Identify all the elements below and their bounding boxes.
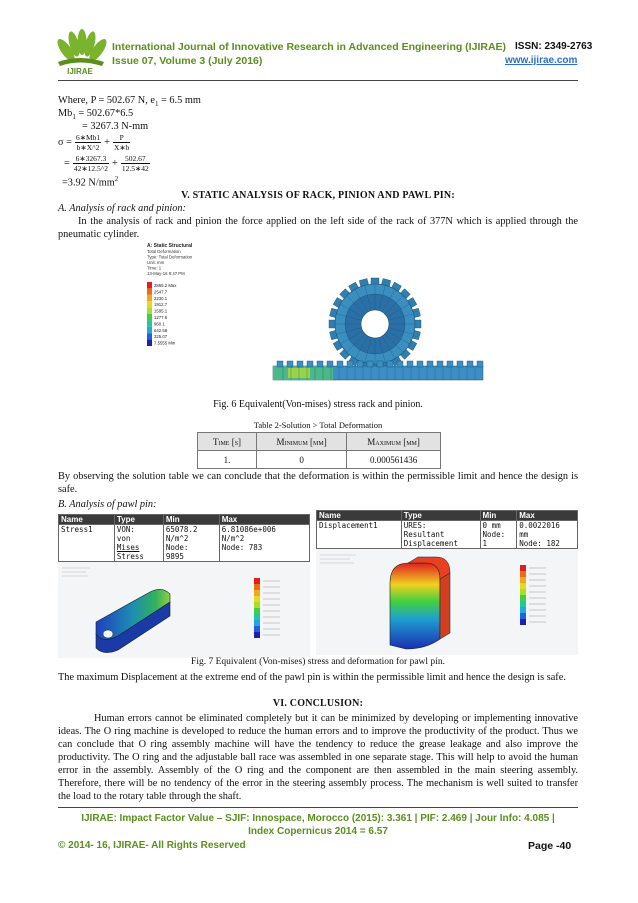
where-sub: 1 [154, 100, 159, 109]
legend-value: 2865.2 Max [154, 283, 177, 288]
page-number: Page -40 [528, 840, 572, 852]
legend-value: 1595.1 [154, 308, 168, 314]
disp-head-min: Min [480, 511, 517, 521]
stress-head-min: Min [163, 515, 219, 525]
equation-mb-result: = 3267.3 N-mm [82, 121, 149, 132]
table-2-header-min: Minimum [mm] [257, 433, 347, 451]
stress-type-2: von [116, 534, 131, 543]
scale-swatch [254, 596, 260, 602]
equation-sigma [58, 131, 130, 153]
stress-min-4: 9895 [165, 552, 184, 561]
journal-url-link[interactable]: www.ijirae.com [505, 55, 578, 66]
disp-max-2: mm [519, 530, 529, 539]
table-row [198, 451, 441, 469]
legend-swatch [147, 340, 152, 346]
disp-min-3: 1 [482, 539, 488, 548]
scale-swatch [254, 608, 260, 614]
equation-result [62, 173, 118, 189]
legend-line: Unit: mm [147, 260, 165, 265]
fraction-3 [73, 154, 109, 173]
legend-swatch [147, 327, 152, 333]
legend-line: Type: Total Deformation [147, 254, 193, 260]
table-row [317, 521, 578, 549]
stress-min [163, 525, 219, 562]
rack-tooth [427, 361, 433, 367]
stress-max-3: Node: 783 [221, 543, 263, 552]
disp-type [401, 521, 480, 549]
legend-value: 642.59 [154, 327, 168, 333]
fraction-2-num: P [113, 133, 130, 143]
scale-swatch [254, 590, 260, 596]
stress-name: Stress1 [59, 525, 115, 562]
rack-tooth [477, 361, 483, 367]
disp-max-1: 0.0022016 [519, 521, 560, 530]
mb-tail: = 502.67*6.5 [75, 108, 134, 119]
disp-min [480, 521, 517, 549]
fraction-2 [113, 133, 130, 152]
scale-swatch [520, 571, 526, 577]
footer-index: Index Copernicus 2014 = 6.57 [248, 826, 388, 837]
disp-head-type: Type [401, 511, 480, 521]
equation-substitute [64, 152, 150, 174]
stress-min-3: Node: [165, 543, 189, 552]
journal-title: International Journal of Innovative Research in Advanced Engineering (IJIRAE) [112, 41, 507, 53]
stress-plot-image [58, 562, 310, 658]
disp-min-1: 0 mm [482, 521, 501, 530]
table-2-cell-max: 0.000561436 [347, 451, 441, 469]
stress-type [114, 525, 163, 562]
rack-tooth [327, 361, 333, 367]
stress-max [219, 525, 309, 562]
stress-max-2: N/m^2 [221, 534, 245, 543]
paragraph-table-conclusion: By observing the solution table we can conclude that the deformation is within the permissible limit and hence the design is safe. [58, 471, 578, 495]
result-sup: 2 [114, 175, 119, 183]
legend-title: A: Static Structural [147, 243, 193, 249]
legend-value: 7.5555 Min [154, 340, 176, 346]
legend-swatch [147, 301, 152, 307]
result-text: =3.92 N/mm [62, 177, 115, 189]
scale-swatch [520, 589, 526, 595]
legend-line: Total Deformation [147, 249, 181, 254]
paragraph-rack-pinion: In the analysis of rack and pinion the force applied on the left side of the rack of 377N which is applied through the pneumatic cylinder. [58, 216, 578, 240]
scale-swatch [520, 619, 526, 625]
rack-tooth [467, 361, 473, 367]
plus-2: + [112, 157, 118, 169]
table-2-cell-time: 1. [198, 451, 257, 469]
mb-sub: 1 [72, 113, 76, 122]
pinion-gear [329, 278, 421, 370]
legend-swatch [147, 295, 152, 301]
legend-swatch [147, 314, 152, 320]
legend-value: 1277.6 [154, 315, 168, 320]
table-2-header-row [198, 433, 441, 451]
table-row [59, 525, 310, 562]
stress-type-3: Mises [116, 543, 140, 552]
scale-swatch [254, 602, 260, 608]
figure-6-image [143, 240, 493, 388]
subsection-a-heading: A. Analysis of rack and pinion: [58, 203, 186, 214]
fea-legend [147, 243, 193, 346]
scale-swatch [520, 607, 526, 613]
table-2-cell-min: 0 [257, 451, 347, 469]
scale-swatch [520, 577, 526, 583]
scale-swatch [254, 626, 260, 632]
rack-tooth [317, 361, 323, 367]
logo-text: IJIRAE [67, 67, 93, 76]
scale-swatch [254, 578, 260, 584]
stress-type-1: VON: [116, 525, 135, 534]
rack-tooth [297, 361, 303, 367]
table-2 [197, 432, 441, 469]
rack-tooth [437, 361, 443, 367]
figure-7-caption: Fig. 7 Equivalent (Von-mises) stress and deformation for pawl pin. [191, 657, 445, 667]
rack-tooth [417, 361, 423, 367]
subsection-b-heading: B. Analysis of pawl pin: [58, 499, 157, 510]
fraction-2-den: X∗b [113, 142, 130, 152]
rack-tooth [287, 361, 293, 367]
section-5-heading: V. STATIC ANALYSIS OF RACK, PINION AND PAWL PIN: [181, 190, 455, 201]
legend-value: 2230.1 [154, 295, 168, 301]
where-text: Where, P = 502.67 N, e [58, 95, 155, 106]
legend-swatch [147, 333, 152, 339]
journal-issue: Issue 07, Volume 3 (July 2016) [112, 55, 263, 67]
journal-logo [52, 28, 108, 76]
fraction-1-den: b∗X^2 [76, 142, 100, 152]
stress-min-2: N/m^2 [165, 534, 189, 543]
fraction-3-den: 42∗12.5^2 [73, 163, 108, 173]
rack-tooth [457, 361, 463, 367]
stress-table [58, 514, 310, 562]
rack [273, 361, 483, 380]
rack-tooth [407, 361, 413, 367]
scale-swatch [254, 620, 260, 626]
paragraph-conclusion: Human errors cannot be eliminated completely but it can be minimized by developing or implementing innovative ideas. The O ring machine is developed to reduce the human errors and to improve the productivity of the product. Thus we can conclude that O ring assembly machine will have the tendency to reduce the grease leakage and also improve the productivity. The O ring and the adjustable ball race was assembled in one separate stage. This will help to avoid the human error in the assembly. Assembly of the O ring and the component are then assembled in the main steering assembly. Therefore, there will be no tendency of the error in the steering assembly process. The mechanism is well suited to transfer the load to the rotary table through the shaft. [58, 713, 578, 802]
scale-swatch [520, 595, 526, 601]
rack-tooth [307, 361, 313, 367]
fraction-1 [75, 133, 101, 152]
scale-swatch [520, 613, 526, 619]
displacement-plot-image [316, 549, 578, 655]
rack-tooth [397, 361, 403, 367]
fraction-4 [121, 154, 150, 173]
disp-head-max: Max [517, 511, 578, 521]
legend-value: 2547.7 [154, 289, 168, 295]
equals-sign: = [64, 157, 70, 169]
displacement-table [316, 510, 578, 549]
rack-tooth [447, 361, 453, 367]
legend-swatch [147, 282, 152, 288]
mb-text: Mb [58, 108, 73, 119]
rack-tooth [377, 361, 383, 367]
rack-tooth [337, 361, 343, 367]
figure-6-caption: Fig. 6 Equivalent(Von-mises) stress rack and pinion. [213, 399, 423, 410]
scale-swatch [254, 614, 260, 620]
stress-result-panel [58, 514, 310, 652]
table-2-header-time: Time [s] [198, 433, 257, 451]
legend-swatch [147, 320, 152, 326]
legend-value: 960.1 [154, 321, 165, 327]
fraction-4-num: 502.67 [121, 154, 150, 164]
fraction-1-num: 6∗Mb1 [75, 132, 101, 142]
where-tail: = 6.5 mm [158, 95, 201, 106]
stress-head-max: Max [219, 515, 309, 525]
sigma-symbol: σ = [58, 136, 72, 148]
paragraph-pawl-pin: The maximum Displacement at the extreme end of the pawl pin is within the permissible limit and hence the design is safe. [58, 672, 566, 683]
scale-swatch [254, 632, 260, 638]
disp-min-2: Node: [482, 530, 506, 539]
legend-value: 325.07 [154, 334, 168, 340]
scale-swatch [520, 601, 526, 607]
disp-type-2: Resultant [403, 530, 445, 539]
table-2-caption: Table 2-Solution > Total Deformation [253, 420, 383, 430]
rack-tooth [277, 361, 283, 367]
footer-impact: IJIRAE: Impact Factor Value – SJIF: Innospace, Morocco (2015): 3.361 | PIF: 2.469 | Jour Info: 4.085 | [81, 813, 555, 824]
rack-tooth [387, 361, 393, 367]
plus-1: + [104, 136, 110, 148]
legend-line: Time: 1 [147, 265, 162, 271]
fraction-3-num: 6∗3267.3 [73, 154, 109, 164]
disp-head-name: Name [317, 511, 402, 521]
displacement-table-header [317, 511, 578, 521]
disp-type-1: URES: [403, 521, 427, 530]
disp-max-3: Node: 182 [519, 539, 560, 548]
rack-tooth [367, 361, 373, 367]
scale-swatch [520, 565, 526, 571]
footer-rule [58, 807, 578, 808]
journal-issn: ISSN: 2349-2763 [515, 41, 593, 52]
stress-max-1: 6.81086e+006 [221, 525, 276, 534]
rack-tooth [347, 361, 353, 367]
stress-type-4: Stress [116, 552, 144, 561]
stress-min-1: 65078.2 [165, 525, 198, 534]
stress-head-name: Name [59, 515, 115, 525]
displacement-result-panel [316, 510, 578, 652]
disp-max [517, 521, 578, 549]
footer-copyright: © 2014- 16, IJIRAE- All Rights Reserved [58, 840, 246, 851]
legend-swatch [147, 308, 152, 314]
legend-value: 1912.7 [154, 302, 168, 308]
legend-swatch [147, 288, 152, 294]
header-rule [58, 80, 578, 81]
stress-table-header [59, 515, 310, 525]
rack-tooth [357, 361, 363, 367]
disp-name: Displacement1 [317, 521, 402, 549]
scale-swatch [254, 584, 260, 590]
table-2-header-max: Maximum [mm] [347, 433, 441, 451]
fraction-4-den: 12.5∗42 [121, 163, 149, 173]
legend-line: 13-May-16 8:47 PM [147, 271, 185, 276]
section-6-heading: VI. CONCLUSION: [272, 698, 364, 709]
scale-swatch [520, 583, 526, 589]
stress-head-type: Type [114, 515, 163, 525]
disp-type-3: Displacement [403, 539, 458, 548]
